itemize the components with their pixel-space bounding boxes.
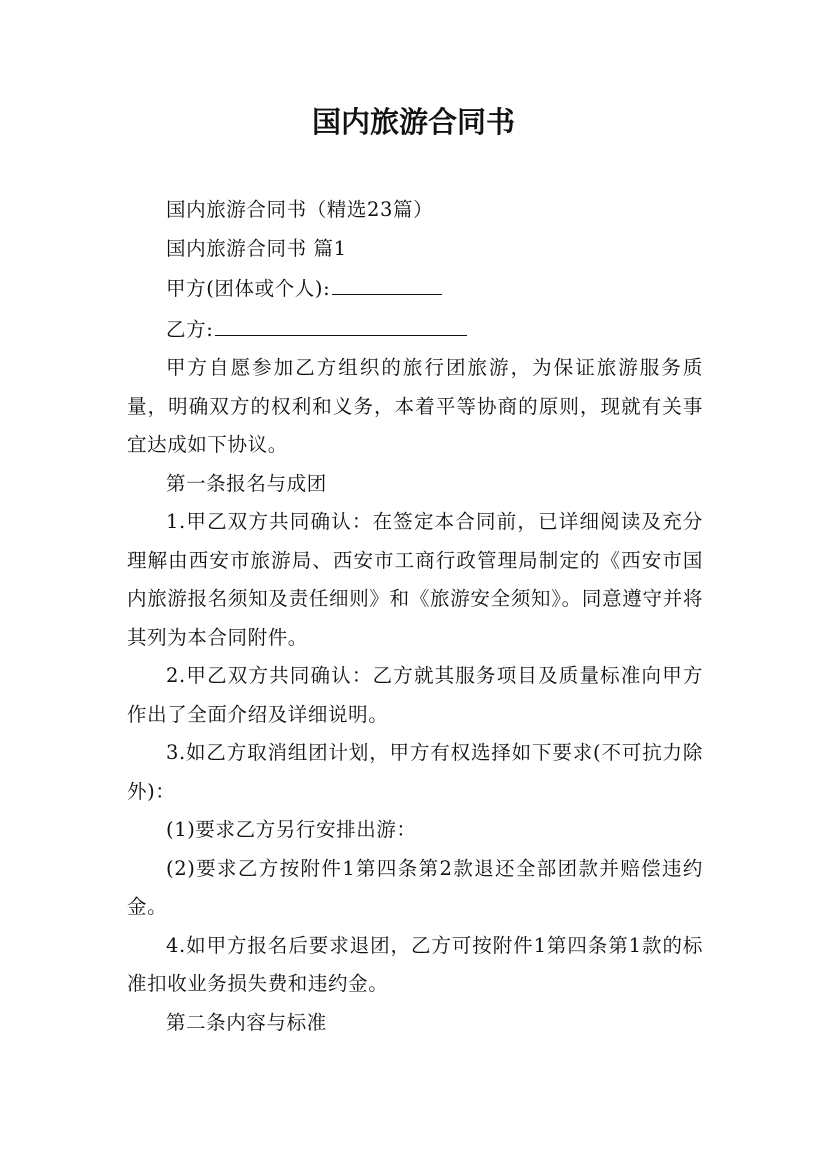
article-heading: 国内旅游合同书 篇1 xyxy=(166,236,347,260)
intro-paragraph: 甲方自愿参加乙方组织的旅行团旅游，为保证旅游服务质量，明确双方的权利和义务，本着平等协商的原则，现就有关事宜达成如下协议。 xyxy=(127,356,703,456)
party-b-line xyxy=(127,309,703,350)
section-2-title: 第二条内容与标准 xyxy=(166,1010,327,1034)
collection-title: 国内旅游合同书（精选23篇） xyxy=(166,198,434,221)
party-a-label: 甲方(团体或个人): xyxy=(166,277,331,300)
item-3-2: (2)要求乙方按附件1第四条第2款退还全部团款并赔偿违约金。 xyxy=(127,856,703,918)
document-title: 国内旅游合同书 xyxy=(311,105,515,139)
section-1-title: 第一条报名与成团 xyxy=(166,471,327,495)
party-a-line xyxy=(127,268,703,309)
party-b-blank xyxy=(215,309,467,336)
item-2: 2.甲乙双方共同确认：乙方就其服务项目及质量标准向甲方作出了全面介绍及详细说明。 xyxy=(127,664,703,726)
party-a-blank xyxy=(332,268,442,295)
party-b-label: 乙方: xyxy=(166,317,214,341)
item-1: 1.甲乙双方共同确认：在签定本合同前，已详细阅读及充分理解由西安市旅游局、西安市工商行政管理局制定的《西安市国内旅游报名须知及责任细则》和《旅游安全须知》。同意遵守并将其列为本合同附件。 xyxy=(127,510,703,649)
item-3-1: (1)要求乙方另行安排出游： xyxy=(166,818,417,841)
item-3: 3.如乙方取消组团计划，甲方有权选择如下要求(不可抗力除外)： xyxy=(127,741,703,803)
document-body xyxy=(127,191,703,1042)
item-4: 4.如甲方报名后要求退团，乙方可按附件1第四条第1款的标准扣收业务损失费和违约金。 xyxy=(127,933,703,995)
